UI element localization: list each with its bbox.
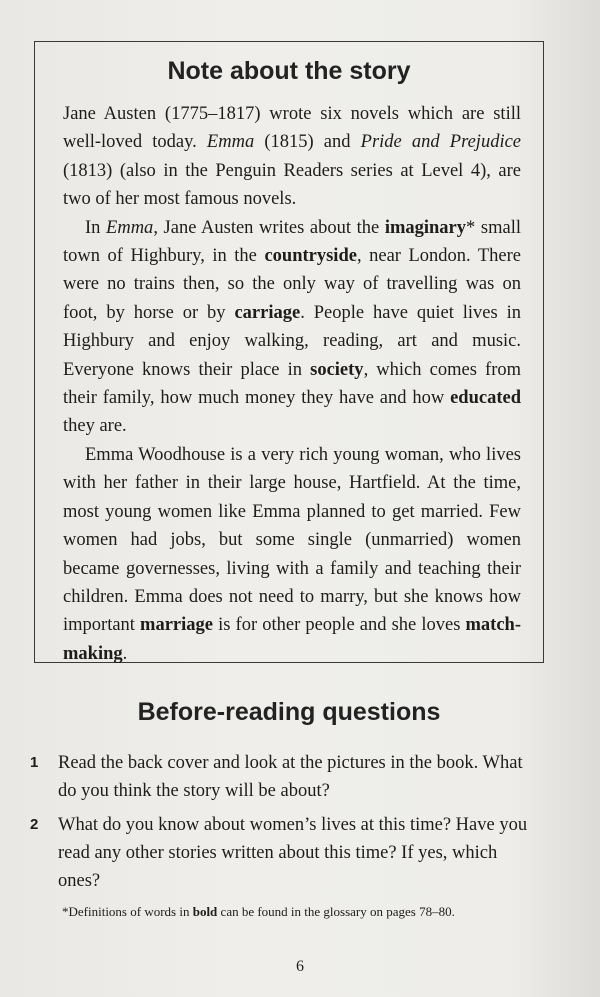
text-segment: Emma Woodhouse is a very rich young woman, who lives with her father in their large house, Hartfield. At the time, most young women like Emma planned to get married. Few women had jobs, but some single (unmarried) women became governesses, living with a family and teaching their children. Emma does not need to marry, but she knows how important (63, 444, 521, 636)
note-about-story-box (34, 41, 544, 663)
glossary-word: society (310, 359, 364, 380)
text-segment: is for other people and she loves (212, 615, 466, 636)
italic-title: Pride and Prejudice (360, 132, 522, 153)
question-item (30, 811, 530, 895)
note-body (63, 100, 521, 668)
glossary-word: marriage (140, 615, 213, 636)
text-segment: . (122, 643, 128, 664)
question-number: 1 (30, 754, 39, 771)
glossary-word: carriage (234, 302, 301, 323)
text-segment: (1813) (also in the Penguin Readers series at Level 4), are two of her most famous novels. (63, 160, 521, 210)
italic-title: Emma (106, 217, 154, 238)
note-paragraph-1 (63, 100, 521, 214)
question-number: 2 (30, 816, 39, 833)
text-segment: * small town of Highbury, in the (63, 217, 521, 267)
question-list (30, 749, 530, 901)
before-reading-title: Before-reading questions (137, 698, 441, 726)
text-segment: they are. (63, 416, 127, 437)
glossary-word: imaginary (384, 217, 467, 238)
text-segment: (1815) and (254, 132, 361, 153)
glossary-word: countryside (264, 246, 357, 267)
glossary-word: educated (450, 388, 521, 409)
text-segment: Jane Austen (1775–1817) wrote six novels which are still well-loved today. (63, 104, 521, 153)
text-segment: can be found in the glossary on pages 78–80. (217, 904, 455, 919)
question-text: Read the back cover and look at the pictures in the book. What do you think the story will be about? (58, 753, 523, 801)
glossary-word: match-making (63, 615, 521, 664)
page-number: 6 (296, 958, 304, 975)
note-paragraph-3 (63, 441, 521, 668)
question-text: What do you know about women’s lives at this time? Have you read any other stories written about this time? If yes, which ones? (58, 815, 528, 891)
text-segment: In (85, 217, 107, 238)
text-segment: , near London. There were no trains then, so the only way of travelling was on foot, by horse or by (63, 246, 521, 323)
question-item (30, 749, 530, 805)
glossary-footnote (62, 904, 562, 920)
note-title: Note about the story (167, 57, 411, 85)
italic-title: Emma (206, 132, 255, 153)
text-segment: . People have quiet lives in Highbury and enjoy walking, reading, art and music. Everyone knows their place in (63, 302, 521, 380)
text-segment: , Jane Austen writes about the (153, 217, 385, 238)
bold-word: bold (192, 904, 218, 919)
text-segment: , which comes from their family, how much money they have and how (63, 359, 521, 409)
text-segment: *Definitions of words in (62, 904, 193, 919)
note-paragraph-2 (63, 214, 521, 441)
